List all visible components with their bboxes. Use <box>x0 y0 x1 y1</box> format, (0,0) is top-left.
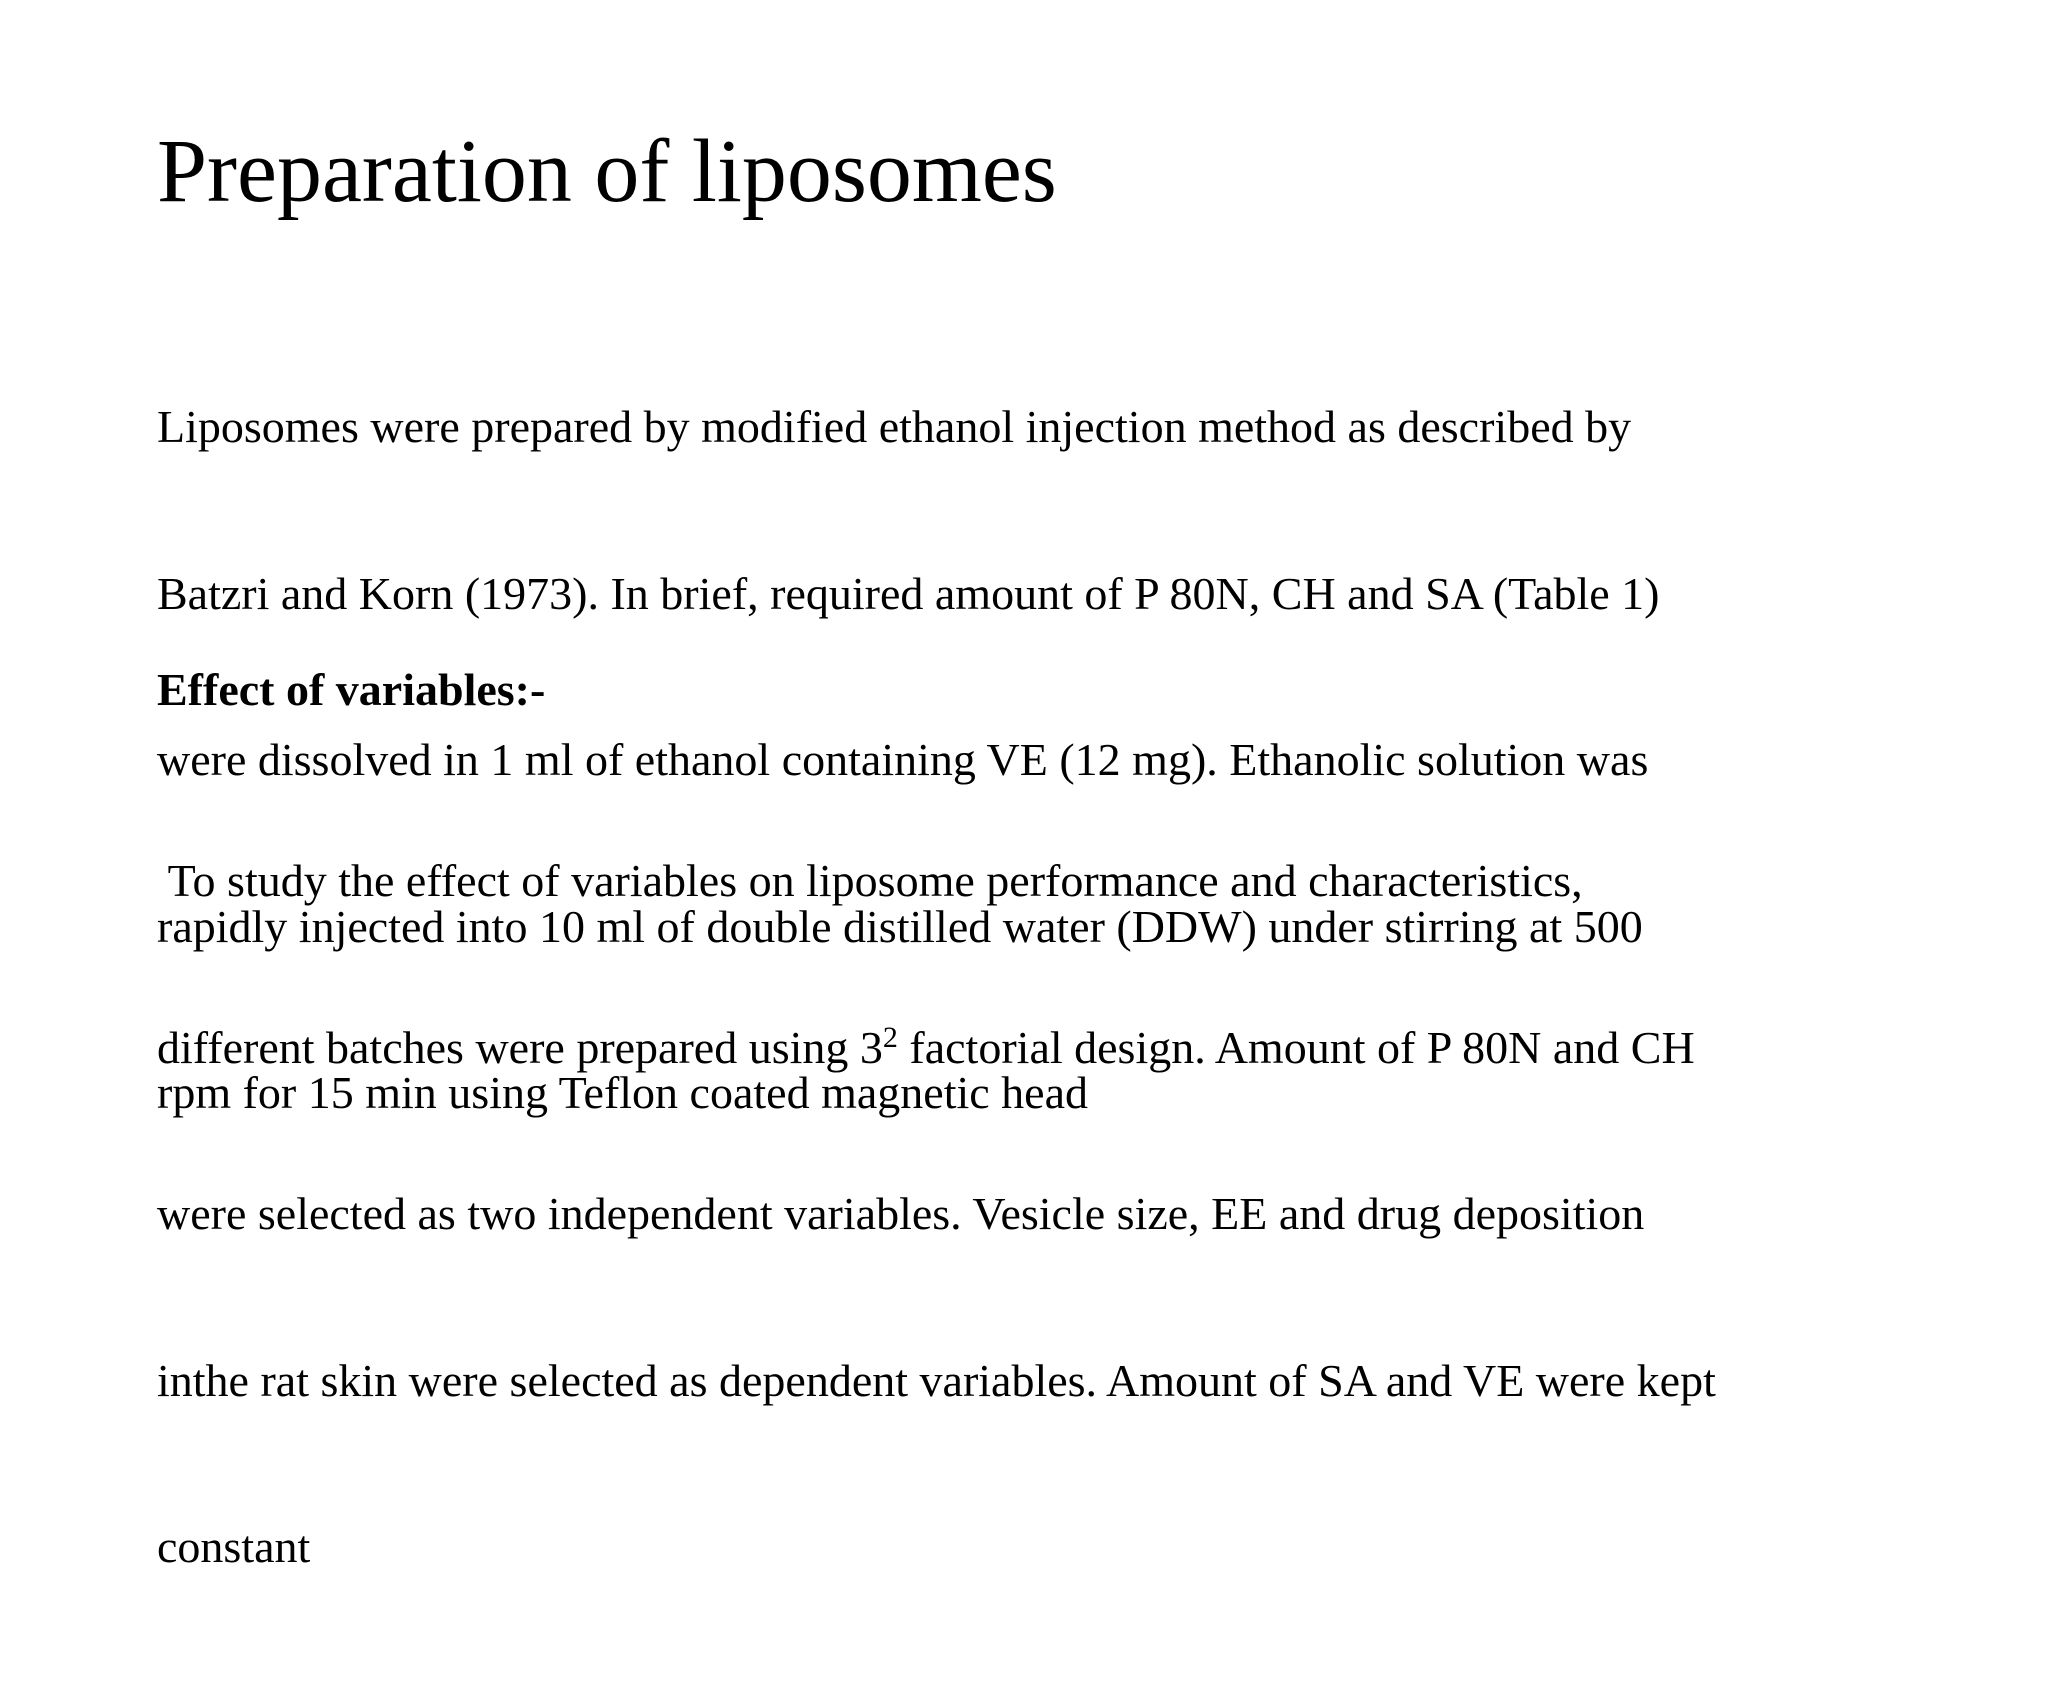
superscript: 2 <box>882 1020 898 1054</box>
paragraph-line: inthe rat skin were selected as dependent variables. Amount of SA and VE were kept <box>157 1354 1716 1406</box>
section-subheading: Effect of variables:- <box>157 664 546 715</box>
paragraph-line <box>157 1020 1716 1076</box>
paragraph-line: Liposomes were prepared by modified ethanol injection method as described by <box>157 401 1632 452</box>
paragraph-line: were selected as two independent variables. Vesicle size, EE and drug deposition <box>157 1188 1645 1239</box>
paragraph-line: were dissolved in 1 ml of ethanol containing VE (12 mg). Ethanolic solution was <box>157 734 1649 785</box>
paragraph-line: Batzri and Korn (1973). In brief, required amount of P 80N, CH and SA (Table 1) <box>157 567 1660 619</box>
slide-title: Preparation of liposomes <box>157 122 1057 221</box>
variables-paragraph <box>157 742 1716 1686</box>
paragraph-line: To study the effect of variables on liposome performance and characteristics, <box>157 855 1583 906</box>
paragraph-line: constant <box>157 1521 311 1572</box>
paragraph-line: rapidly injected into 10 ml of double distilled water (DDW) under stirring at 500 <box>157 900 1643 952</box>
line-text: different batches were prepared using 3 <box>157 1021 883 1073</box>
line-text: factorial design. Amount of P 80N and CH <box>897 1021 1695 1073</box>
paragraph-line: rpm for 15 min using Teflon coated magnetic head <box>157 1067 1089 1118</box>
